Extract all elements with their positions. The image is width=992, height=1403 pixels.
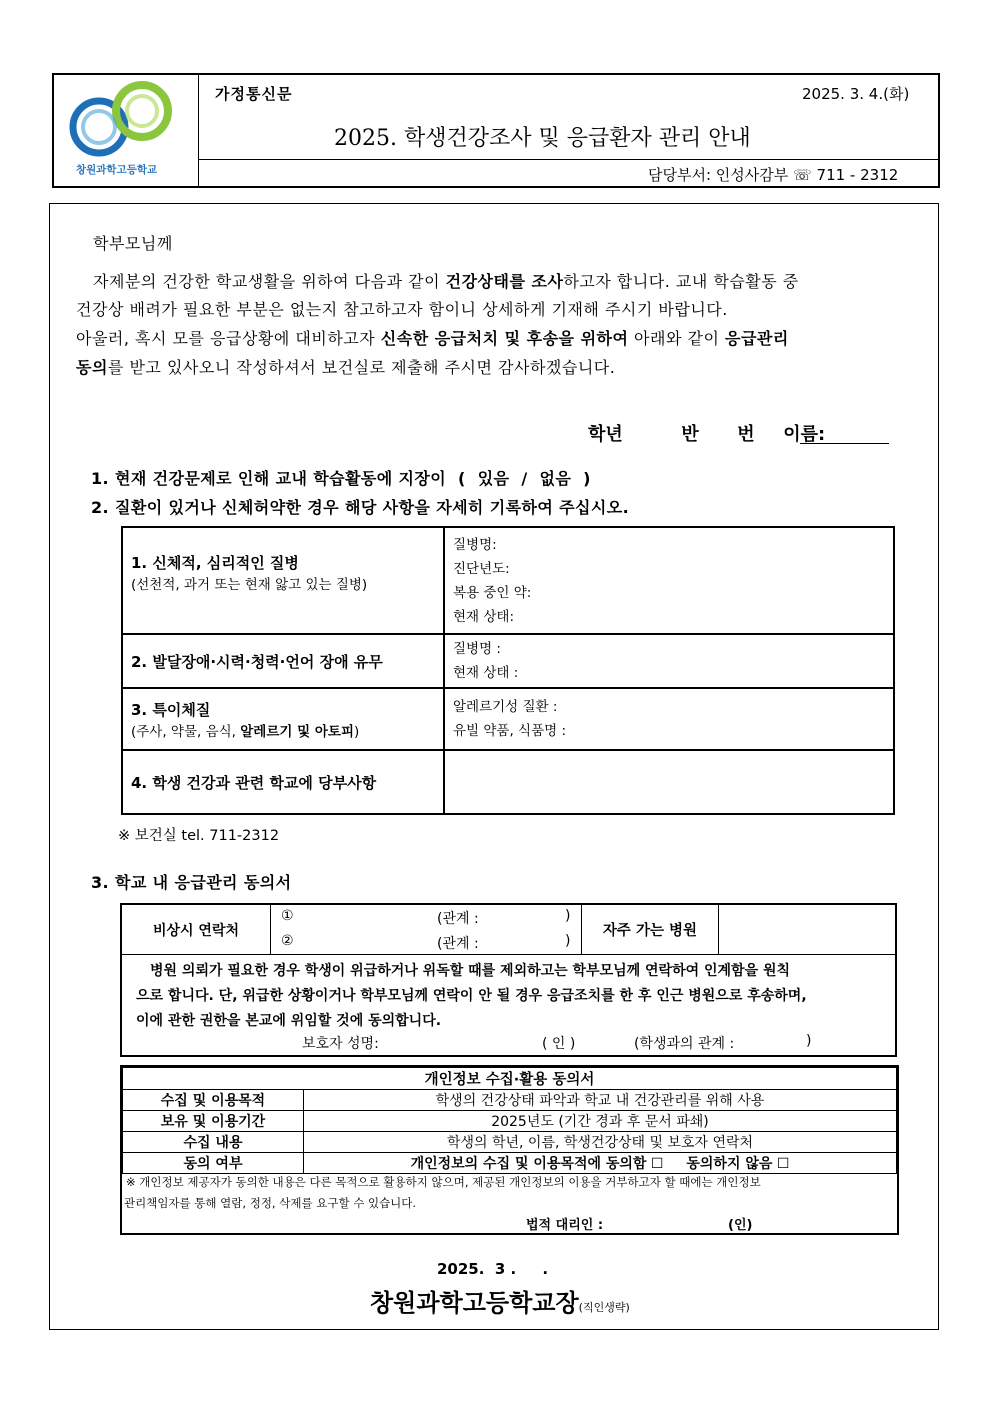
health-item-3-label bbox=[122, 688, 444, 750]
intro-paragraph-1 bbox=[93, 268, 923, 296]
intro-emphasis: 동의 bbox=[76, 358, 108, 377]
health-item-title: 3. 특이체질 bbox=[131, 700, 211, 719]
table-row bbox=[122, 634, 894, 688]
hospital-label: 자주 가는 병원 bbox=[582, 905, 719, 954]
intro-text: 를 받고 있사오니 작성하셔서 보건실로 제출해 주시면 감사하겠습니다. bbox=[107, 358, 616, 377]
privacy-row-value: 학생의 건강상태 파악과 학교 내 건강관리를 위해 사용 bbox=[304, 1090, 897, 1111]
relation-to-student-label: (학생과의 관계 : bbox=[634, 1036, 735, 1052]
field-label: 유빌 약품, 식품명 : bbox=[453, 723, 567, 739]
header-box bbox=[52, 73, 940, 188]
health-item-4-input[interactable] bbox=[444, 750, 894, 814]
health-item-1-fields[interactable] bbox=[444, 527, 894, 634]
name-label: 이름: bbox=[783, 424, 826, 445]
consent-box bbox=[120, 903, 897, 1057]
health-item-subtitle: (선천적, 과거 또는 현재 앓고 있는 질병) bbox=[131, 577, 368, 593]
field-label: 현재 상태: bbox=[453, 608, 515, 625]
legal-rep-seal: (인) bbox=[728, 1218, 753, 1233]
page-title: 2025. 학생건강조사 및 응급환자 관리 안내 bbox=[334, 126, 751, 151]
table-row bbox=[123, 1068, 897, 1090]
field-label: 복용 중인 약: bbox=[453, 584, 532, 601]
consent-line-3: 이에 관한 권한을 본교에 위임할 것에 동의합니다. bbox=[136, 1013, 442, 1029]
privacy-row-value: 2025년도 (기간 경과 후 문서 파쇄) bbox=[304, 1111, 897, 1132]
privacy-note-line-2: 관리책임자를 통해 열람, 정정, 삭제를 요구할 수 있습니다. bbox=[124, 1196, 417, 1210]
intro-text: 자제분의 건강한 학교생활을 위하여 다음과 같이 bbox=[93, 272, 446, 291]
contact-inputs[interactable] bbox=[271, 905, 582, 954]
relation-close: ) bbox=[565, 908, 571, 924]
health-item-title: 4. 학생 건강과 관련 학교에 당부사항 bbox=[131, 773, 377, 792]
relation-to-student-close: ) bbox=[806, 1033, 812, 1049]
table-row bbox=[122, 750, 894, 814]
intro-text: 아울러, 혹시 모를 응급상황에 대비하고자 bbox=[76, 329, 381, 348]
grade-label: 학년 bbox=[588, 424, 623, 445]
seal-note: (직인생략) bbox=[578, 1301, 630, 1314]
health-item-title: 1. 신체적, 심리적인 질병 bbox=[131, 554, 299, 572]
newsletter-label: 가정통신문 bbox=[215, 85, 293, 103]
question-1: 1. 현재 건강문제로 인해 교내 학습활동에 지장이 ( 있음 / 없음 ) bbox=[91, 469, 591, 488]
privacy-row-label: 수집 및 이용목적 bbox=[123, 1090, 304, 1111]
disagree-checkbox[interactable]: ☐ bbox=[776, 1156, 790, 1172]
student-info-line bbox=[588, 420, 825, 446]
privacy-note-line-1: ※ 개인정보 제공자가 동의한 내용은 다른 목적으로 활용하지 않으며, 제공된 개인정보의 이용을 거부하고자 할 때에는 개인정보 bbox=[126, 1175, 761, 1189]
consent-emphasis: 학부모님께 bbox=[360, 988, 428, 1004]
principal-signature bbox=[370, 1283, 630, 1318]
field-label: 질병명 : bbox=[453, 641, 501, 657]
table-row bbox=[123, 1132, 897, 1153]
header-divider bbox=[199, 159, 940, 160]
consent-text: 으로 합니다. 단, 위급한 bbox=[136, 988, 288, 1004]
health-item-3-fields[interactable] bbox=[444, 688, 894, 750]
disagree-option-label: 동의하지 않음 bbox=[686, 1156, 773, 1172]
guardian-name-label: 보호자 성명: bbox=[302, 1036, 379, 1052]
contact-1-marker: ① bbox=[281, 908, 294, 924]
health-item-title: 2. 발달장애·시력·청력·언어 장애 유무 bbox=[131, 652, 383, 671]
field-label: 진단년도: bbox=[453, 560, 510, 577]
intro-emphasis: 건강상태를 조사 bbox=[445, 272, 564, 291]
contact-2-marker: ② bbox=[281, 933, 294, 949]
field-label: 현재 상태 : bbox=[453, 665, 519, 681]
agree-checkbox[interactable]: ☐ bbox=[650, 1156, 664, 1172]
health-item-subtitle bbox=[131, 720, 443, 740]
intro-emphasis: 신속한 응급처치 및 후송을 위하여 bbox=[380, 329, 629, 348]
privacy-table bbox=[122, 1067, 897, 1174]
relation-close: ) bbox=[565, 933, 571, 949]
health-item-1-label bbox=[122, 527, 444, 634]
privacy-row-label: 수집 내용 bbox=[123, 1132, 304, 1153]
contact-row bbox=[122, 905, 895, 955]
consent-text: 이거나 bbox=[314, 988, 361, 1004]
name-input-line[interactable] bbox=[800, 443, 889, 444]
subtitle-text: ) bbox=[354, 723, 360, 740]
question-2: 2. 질환이 있거나 신체허약한 경우 해당 사항을 자세히 기록하여 주십시오. bbox=[91, 498, 630, 517]
class-label: 반 bbox=[681, 424, 699, 445]
health-item-2-fields[interactable] bbox=[444, 634, 894, 688]
field-label: 질병명: bbox=[453, 536, 497, 553]
consent-emphasis: 상황 bbox=[287, 988, 315, 1004]
health-item-4-label bbox=[122, 750, 444, 814]
agree-option-label: 개인정보의 수집 및 이용목적에 동의함 bbox=[410, 1156, 647, 1172]
intro-paragraph-2-line2 bbox=[76, 354, 615, 382]
table-row bbox=[122, 688, 894, 750]
number-label: 번 bbox=[737, 424, 755, 445]
intro-emphasis: 응급관리 bbox=[725, 329, 789, 348]
section-3-title: 3. 학교 내 응급관리 동의서 bbox=[91, 873, 292, 892]
issue-date: 2025. 3. 4.(화) bbox=[802, 85, 910, 103]
agree-label: 동의 여부 bbox=[123, 1153, 304, 1174]
footer-date: 2025. 3 . . bbox=[437, 1260, 549, 1278]
greeting: 학부모님께 bbox=[93, 234, 173, 253]
guardian-seal: ( 인 ) bbox=[542, 1036, 576, 1052]
privacy-row-value: 학생의 학년, 이름, 학생건강상태 및 보호자 연락처 bbox=[304, 1132, 897, 1153]
consent-line-2 bbox=[136, 984, 807, 1009]
intro-text: 하고자 합니다. 교내 학습활동 중 bbox=[563, 272, 799, 291]
relation-label: (관계 : bbox=[437, 936, 479, 952]
intro-text: 아래와 같이 bbox=[628, 329, 725, 348]
intro-paragraph-2 bbox=[76, 325, 789, 353]
health-table bbox=[121, 526, 895, 815]
health-item-2-label bbox=[122, 634, 444, 688]
consent-line-1: 병원 의뢰가 필요한 경우 학생이 위급하거나 위독할 때를 제외하고는 학부모님께 연락하여 인계함을 원칙 bbox=[150, 963, 791, 979]
intro-paragraph-1-line2: 건강상 배려가 필요한 부분은 없는지 참고하고자 함이니 상세하게 기재해 주시기 바랍니다. bbox=[76, 300, 728, 319]
table-row bbox=[122, 527, 894, 634]
emergency-contact-label: 비상시 연락처 bbox=[122, 905, 271, 954]
hospital-input[interactable] bbox=[719, 905, 895, 954]
health-room-note: ※ 보건실 tel. 711-2312 bbox=[118, 828, 280, 844]
table-row bbox=[123, 1090, 897, 1111]
subtitle-text: (주사, 약물, 음식, bbox=[131, 723, 241, 740]
table-row bbox=[123, 1111, 897, 1132]
relation-label: (관계 : bbox=[437, 911, 479, 927]
privacy-row-label: 보유 및 이용기간 bbox=[123, 1111, 304, 1132]
department-info: 담당부서: 인성사감부 ☏ 711 - 2312 bbox=[648, 166, 899, 184]
principal-name: 창원과학고등학교장 bbox=[370, 1289, 579, 1317]
legal-rep-label: 법적 대리인 : bbox=[526, 1218, 604, 1233]
subtitle-emphasis: 알레르기 및 아토피 bbox=[240, 723, 354, 740]
school-logo bbox=[54, 75, 199, 186]
privacy-consent-box bbox=[120, 1065, 899, 1235]
privacy-title: 개인정보 수집·활용 동의서 bbox=[123, 1068, 897, 1090]
consent-text: 연락이 안 될 경우 응급조치를 한 후 인근 병원으로 후송하며, bbox=[428, 988, 807, 1004]
logo-text: 창원과학고등학교 bbox=[76, 164, 158, 176]
field-label: 알레르기성 질환 : bbox=[453, 699, 558, 715]
